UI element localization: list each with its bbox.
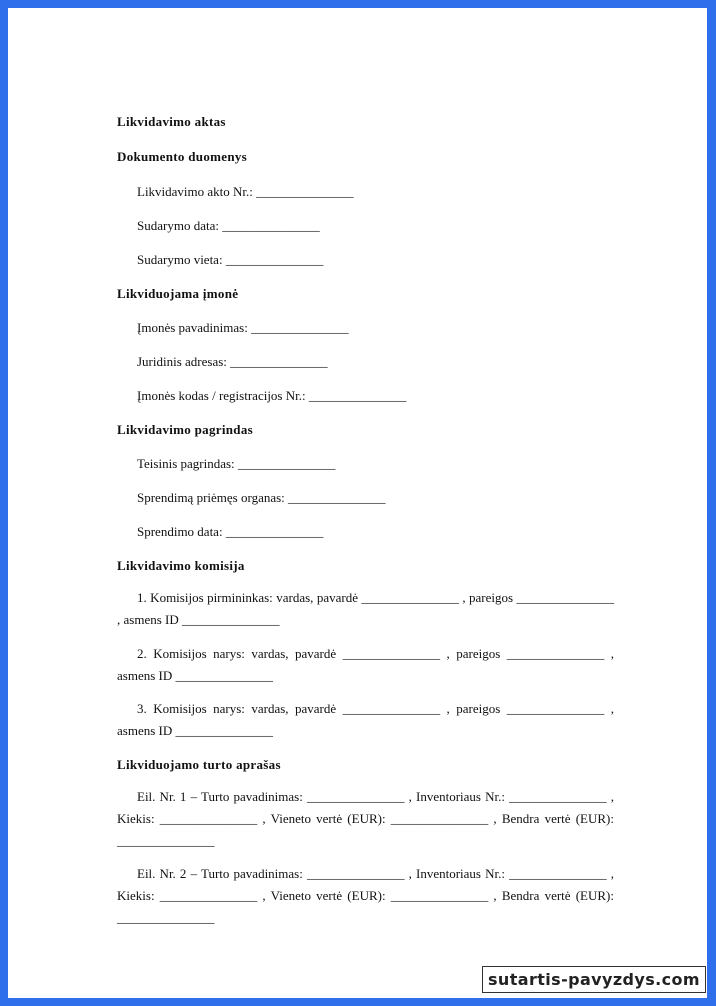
field-legal-basis: Teisinis pagrindas: _______________ xyxy=(137,456,336,471)
field-company-code: Įmonės kodas / registracijos Nr.: _______________ xyxy=(137,388,407,403)
field-legal-address: Juridinis adresas: _______________ xyxy=(137,354,328,369)
document-title: Likvidavimo aktas xyxy=(117,114,226,129)
document-page xyxy=(117,112,614,929)
field-date: Sudarymo data: _______________ xyxy=(137,218,320,233)
field-decision-date: Sprendimo data: _______________ xyxy=(137,524,324,539)
field-place: Sudarymo vieta: _______________ xyxy=(137,252,324,267)
asset-item-2: Eil. Nr. 2 – Turto pavadinimas: _______________ , Inventoriaus Nr.: _______________ , Kiekis: _______________ , Vieneto vertė (EUR): _______________ , Bendra vertė (EUR): _______________ xyxy=(117,866,614,925)
commission-member-1: 1. Komisijos pirmininkas: vardas, pavardė _______________ , pareigos _______________ , asmens ID _______________ xyxy=(117,590,614,627)
watermark-badge: sutartis-pavyzdys.com xyxy=(482,966,706,993)
asset-item-1: Eil. Nr. 1 – Turto pavadinimas: _______________ , Inventoriaus Nr.: _______________ , Kiekis: _______________ , Vieneto vertė (EUR): _______________ , Bendra vertė (EUR): _______________ xyxy=(117,789,614,848)
field-company-name: Įmonės pavadinimas: _______________ xyxy=(137,320,349,335)
field-decision-body: Sprendimą priėmęs organas: _______________ xyxy=(137,490,386,505)
commission-member-2: 2. Komisijos narys: vardas, pavardė _______________ , pareigos _______________ , asmens ID _______________ xyxy=(117,646,614,683)
section-heading-basis: Likvidavimo pagrindas xyxy=(117,422,253,437)
section-heading-assets: Likviduojamo turto aprašas xyxy=(117,757,281,772)
commission-member-3: 3. Komisijos narys: vardas, pavardė _______________ , pareigos _______________ , asmens ID _______________ xyxy=(117,701,614,738)
section-heading-company: Likviduojama įmonė xyxy=(117,286,239,301)
section-heading-commission: Likvidavimo komisija xyxy=(117,558,245,573)
section-heading-document-data: Dokumento duomenys xyxy=(117,149,248,164)
field-act-number: Likvidavimo akto Nr.: _______________ xyxy=(137,184,354,199)
